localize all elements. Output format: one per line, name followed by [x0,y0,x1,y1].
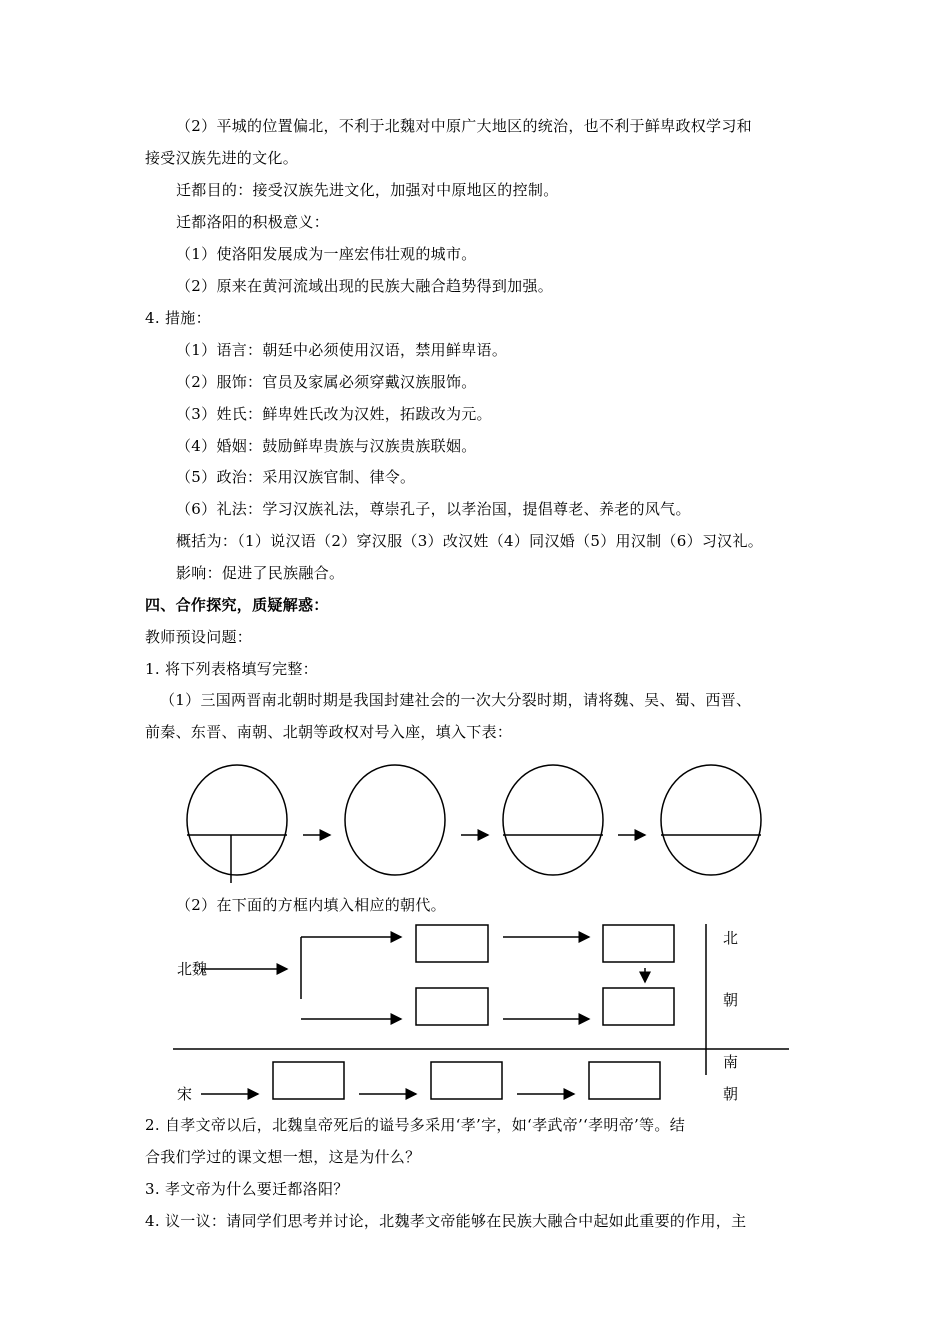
paragraph-question-2-cont: 合我们学过的课文想一想，这是为什么？ [145,1148,421,1166]
box-south-2 [431,1062,502,1099]
paragraph-significance-2: （2）原来在黄河流域出现的民族大融合趋势得到加强。 [176,277,554,295]
paragraph-measures-heading: 4. 措施： [145,309,211,327]
paragraph-teacher-questions: 教师预设问题： [145,628,253,646]
paragraph-measure-etiquette: （6）礼法：学习汉族礼法，尊崇孔子，以孝治国，提倡尊老、养老的风气。 [176,500,691,518]
paragraph-question-1: 1. 将下列表格填写完整： [145,660,318,678]
section-heading-cooperative-inquiry: 四、合作探究，质疑解惑： [145,596,329,614]
box-south-1 [273,1062,344,1099]
box-south-3 [589,1062,660,1099]
paragraph-reason-2: （2）平城的位置偏北，不利于北魏对中原广大地区的统治，也不利于鲜卑政权学习和 [176,117,752,135]
label-south-char-1: 南 [723,1053,739,1071]
paragraph-relocation-purpose: 迁都目的：接受汉族先进文化，加强对中原地区的控制。 [176,181,559,199]
circle-3 [503,765,603,875]
paragraph-measure-politics: （5）政治：采用汉族官制、律令。 [176,468,416,486]
paragraph-question-1-2: （2）在下面的方框内填入相应的朝代。 [176,896,446,914]
paragraph-question-4: 4. 议一议：请同学们思考并讨论，北魏孝文帝能够在民族大融合中起如此重要的作用，主 [145,1212,747,1230]
box-north-lower-1 [416,988,488,1025]
box-north-upper-2 [603,925,674,962]
paragraph-measure-marriage: （4）婚姻：鼓励鲜卑贵族与汉族贵族联姻。 [176,437,477,455]
paragraph-question-1-1-cont: 前秦、东晋、南朝、北朝等政权对号入座，填入下表： [145,723,513,741]
box-north-lower-2 [603,988,674,1025]
paragraph-measure-surname: （3）姓氏：鲜卑姓氏改为汉姓，拓跋改为元。 [176,405,492,423]
paragraph-question-1-1: （1）三国两晋南北朝时期是我国封建社会的一次大分裂时期，请将魏、吴、蜀、西晋、 [160,691,752,709]
label-song: 宋 [177,1085,193,1103]
box-north-upper-1 [416,925,488,962]
circle-4 [661,765,761,875]
paragraph-reason-2-cont: 接受汉族先进的文化。 [145,149,299,167]
paragraph-measure-clothing: （2）服饰：官员及家属必须穿戴汉族服饰。 [176,373,477,391]
label-north-char-2: 朝 [723,991,739,1009]
dynasty-box-diagram [173,924,789,1099]
paragraph-significance-1: （1）使洛阳发展成为一座宏伟壮观的城市。 [176,245,477,263]
circle-2 [345,765,445,875]
paragraph-measure-language: （1）语言：朝廷中必须使用汉语，禁用鲜卑语。 [176,341,508,359]
label-beiwei: 北魏 [177,960,208,978]
label-north-char-1: 北 [723,929,739,947]
paragraph-question-3: 3. 孝文帝为什么要迁都洛阳？ [145,1180,349,1198]
label-south-char-2: 朝 [723,1085,739,1103]
paragraph-summary: 概括为：（1）说汉语（2）穿汉服（3）改汉姓（4）同汉婚（5）用汉制（6）习汉礼。 [176,532,764,550]
circle-1 [187,765,287,883]
paragraph-impact: 影响：促进了民族融合。 [176,564,345,582]
paragraph-question-2: 2. 自孝文帝以后，北魏皇帝死后的谥号多采用‘孝’字，如‘孝武帝’‘孝明帝’等。结 [145,1116,685,1134]
paragraph-significance-heading: 迁都洛阳的积极意义： [176,213,330,231]
